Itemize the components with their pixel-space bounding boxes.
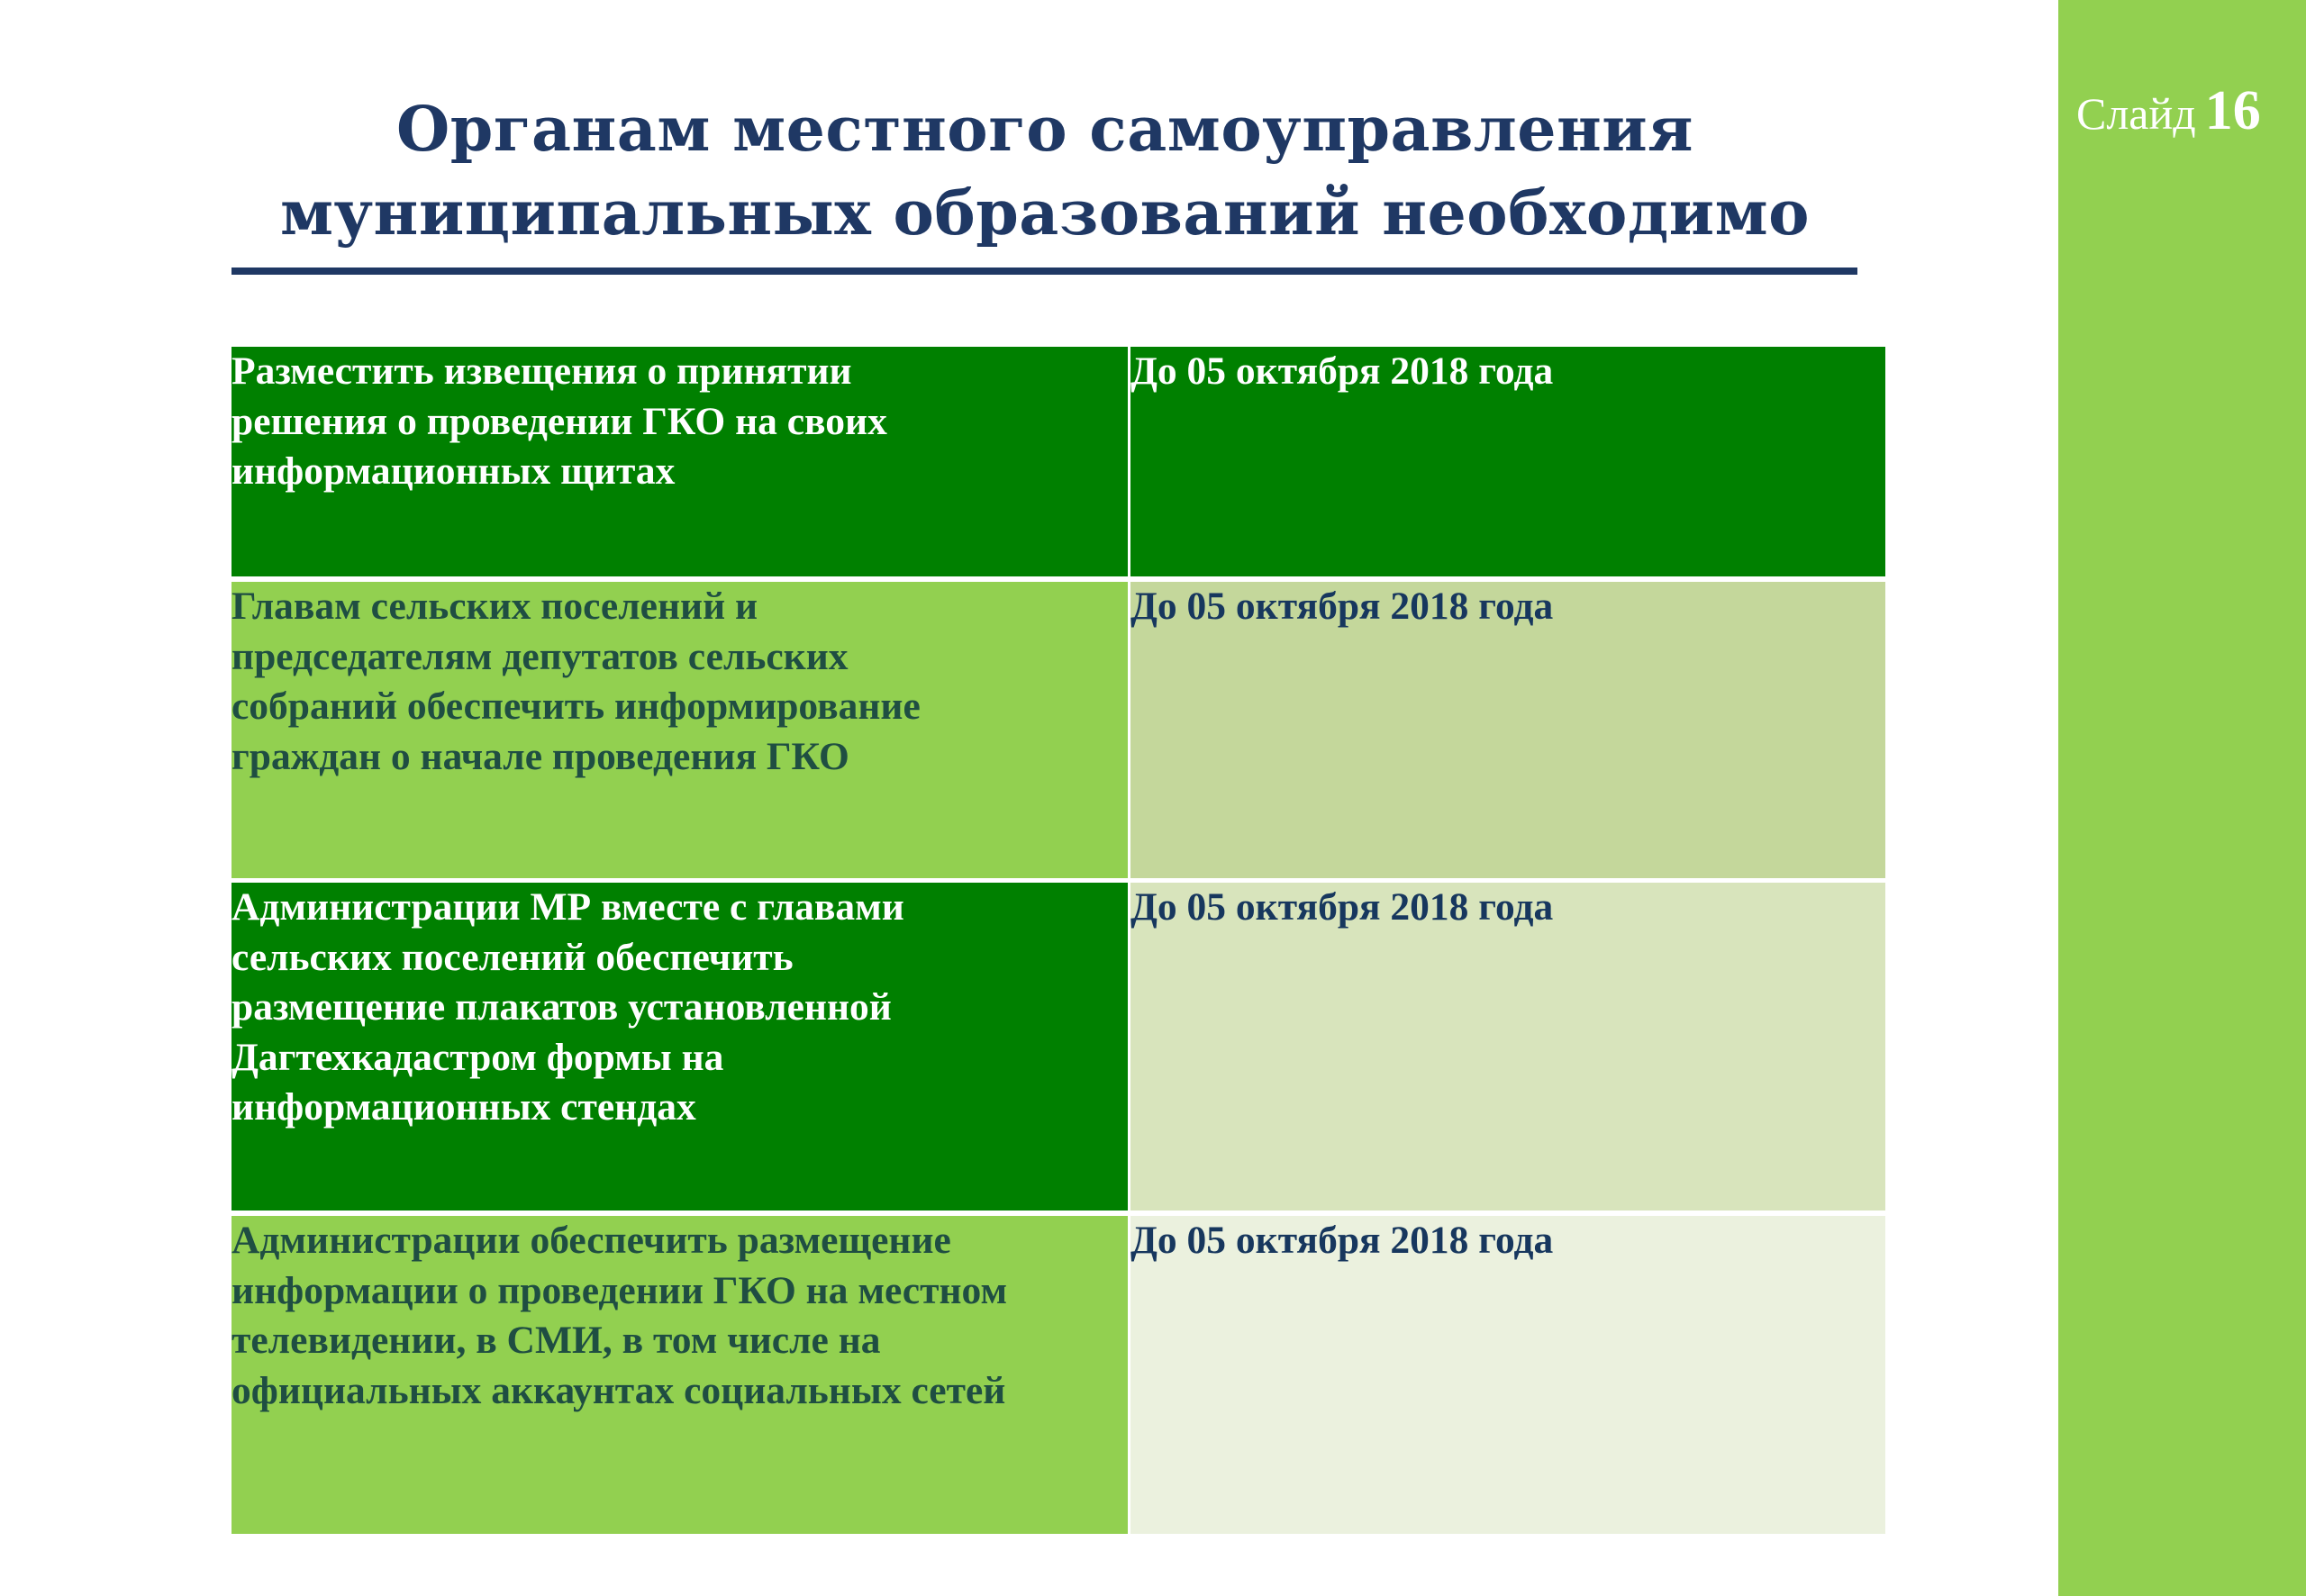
task-text-line: собраний обеспечить информирование bbox=[232, 685, 921, 728]
side-panel bbox=[2058, 0, 2306, 1596]
task-text-line: граждан о начале проведения ГКО bbox=[232, 734, 849, 778]
task-text-line: информационных щитах bbox=[232, 449, 676, 493]
task-text-line: Администрации обеспечить размещение bbox=[232, 1219, 951, 1262]
task-text-line: председателям депутатов сельских bbox=[232, 634, 849, 678]
table-row bbox=[232, 347, 1885, 576]
deadline-cell bbox=[1130, 1216, 1885, 1534]
task-text-line: информационных стендах bbox=[232, 1085, 696, 1129]
task-text-line: Разместить извещения о принятии bbox=[232, 349, 852, 393]
task-text-line: официальных аккаунтах социальных сетей bbox=[232, 1368, 1006, 1412]
task-text-line: Главам сельских поселений и bbox=[232, 585, 758, 628]
task-text-line: Администрации МР вместе с главами bbox=[232, 885, 904, 929]
task-text-line: информации о проведении ГКО на местном bbox=[232, 1268, 1008, 1312]
deadline-cell bbox=[1130, 582, 1885, 878]
page-title-line-2: муниципальных образований необходимо bbox=[279, 177, 1811, 249]
page-title-line-1: Органам местного самоуправления bbox=[396, 94, 1693, 166]
table-row bbox=[232, 883, 1885, 1211]
task-text-line: решения о проведении ГКО на своих bbox=[232, 399, 887, 443]
deadline-text: До 05 октября 2018 года bbox=[1130, 349, 1554, 393]
deadline-cell bbox=[1130, 347, 1885, 576]
task-cell bbox=[232, 883, 1128, 1211]
task-text-line: размещение плакатов установленной bbox=[232, 985, 892, 1029]
title-underline bbox=[232, 268, 1857, 275]
deadline-text: До 05 октября 2018 года bbox=[1130, 885, 1554, 929]
table-row bbox=[232, 1216, 1885, 1534]
table-row bbox=[232, 582, 1885, 878]
task-cell bbox=[232, 347, 1128, 576]
task-text-line: Дагтехкадастром формы на bbox=[232, 1035, 724, 1079]
task-table bbox=[232, 347, 1885, 1534]
deadline-text: До 05 октября 2018 года bbox=[1130, 585, 1554, 628]
slide-number bbox=[2076, 80, 2297, 141]
task-cell bbox=[232, 1216, 1128, 1534]
slide-number-value: 16 bbox=[2204, 80, 2261, 141]
task-text-line: сельских поселений обеспечить bbox=[232, 935, 794, 979]
page-title bbox=[232, 88, 1857, 256]
deadline-cell bbox=[1130, 883, 1885, 1211]
task-text-line: телевидении, в СМИ, в том числе на bbox=[232, 1319, 881, 1362]
task-cell bbox=[232, 582, 1128, 878]
deadline-text: До 05 октября 2018 года bbox=[1130, 1219, 1554, 1262]
slide-number-label: Слайд bbox=[2076, 88, 2196, 139]
